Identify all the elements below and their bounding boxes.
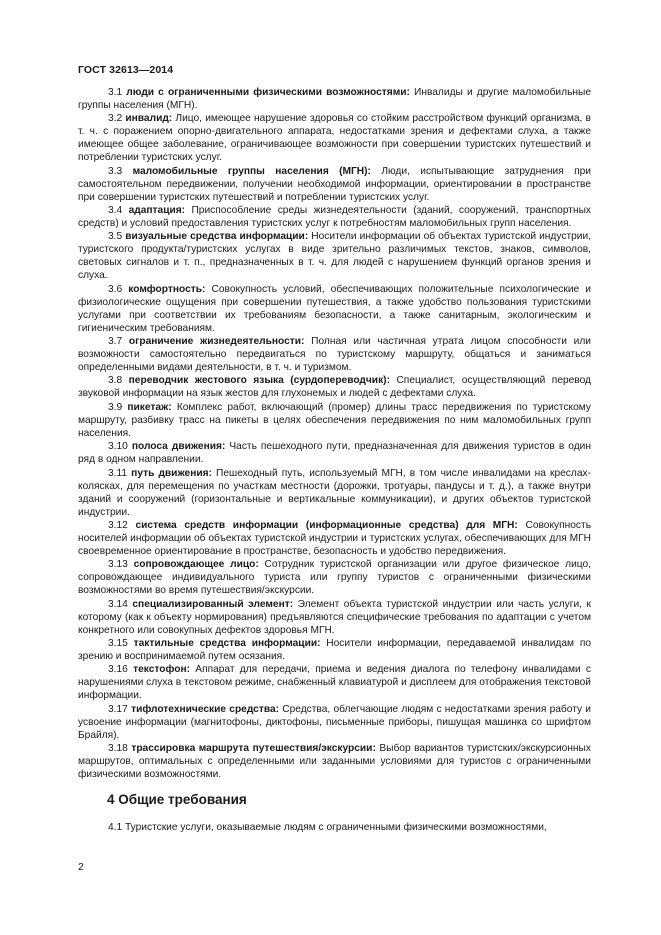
definition-3-8	[78, 375, 591, 401]
definition-number: 3.14	[108, 598, 128, 610]
definition-text: Совокупность условий, обеспечивающих положительные психологические и физиологические ощущения при совершении путешествия, а также удобство пользования туристскими услугами при соответствии их требованиям безопасности, а также санитарным, экологическим и гигиеническим требованиям.	[78, 283, 591, 334]
definition-number: 3.16	[108, 664, 128, 676]
definition-text: Полная или частичная утрата лицом способности или возможности самостоятельно передвигаться по туристскому маршруту, общаться и заниматься определенными видами деятельности, в т. ч. и туризмом.	[78, 336, 591, 374]
definition-term: путь движения:	[131, 467, 212, 479]
definition-number: 3.3	[108, 165, 123, 177]
definition-number: 3.13	[108, 559, 128, 571]
definition-text: Приспособление среды жизнедеятельности (зданий, сооружений, транспортных средств) и условий предоставления туристских услуг к потребностям маломобильных групп населения.	[78, 205, 591, 230]
definition-number: 3.9	[108, 401, 123, 413]
definition-3-17	[78, 704, 591, 743]
definition-3-7	[78, 336, 591, 375]
definition-3-16	[78, 664, 591, 703]
definition-3-15	[78, 638, 591, 664]
definition-term: визуальные средства информации:	[125, 231, 309, 243]
definition-text: Выбор вариантов туристских/экскурсионных маршрутов, оптимальных с определенными или заданными условиями для туристов с ограниченными физическими возможностями.	[78, 743, 591, 781]
definition-text: Лицо, имеющее нарушение здоровья со стойким расстройством функций организма, в т. ч. с поражением опорно-двигательного аппарата, недостатками зрения и дефектами слуха, а также имеющее общее заболевание, ограничивающее возможности при совершении туристских путешествий и потреблении туристских услуг.	[78, 113, 591, 164]
definition-term: маломобильные группы населения (МГН):	[132, 165, 371, 177]
definition-text: Носители информации, передаваемой инвалидам по зрению и воспринимаемой путем осязания.	[78, 638, 591, 662]
definition-text: Средства, облегчающие людям с недостатками зрения работу и усвоение информации (магнитофоны, диктофоны, письменные приборы, пишущая машинка со шрифтом Брайля).	[78, 703, 591, 741]
section-heading: 4 Общие требования	[107, 792, 247, 807]
definition-text: Часть пешеходного пути, предназначенная для движения туристов в один ряд в одном направлении.	[78, 441, 591, 466]
definition-number: 3.10	[108, 441, 128, 453]
definition-term: переводчик жестового языка (сурдопереводчик):	[128, 375, 390, 387]
definition-3-9	[78, 402, 591, 441]
definition-number: 3.5	[108, 231, 123, 243]
definition-text: Сотрудник туристской организации или другое физическое лицо, сопровождающее индивидуального туриста или группу туристов с ограниченными физическими возможностями во время путешествия/экскурсии.	[78, 559, 591, 597]
definition-text: Носители информации об объектах туристской индустрии, туристского продукта/туристских услугах в виде зрительно различимых текстов, знаков, символов, световых сигналов и т. п., предназначенных в т. ч. для людей с нарушением функций органов зрения и слуха.	[78, 231, 591, 282]
definition-text: Совокупность носителей информации об объектах туристской индустрии и туристских услугах, обеспечивающих для МГН своевременное ориентирование в пространстве, безопасность и удобство передвижения.	[78, 519, 591, 557]
definition-3-4	[78, 205, 591, 231]
definition-3-5	[78, 231, 591, 283]
definition-number: 3.11	[108, 467, 128, 479]
definition-term: инвалид:	[125, 113, 173, 125]
definition-3-11	[78, 468, 591, 520]
definition-3-1	[78, 87, 591, 113]
definition-term: адаптация:	[128, 205, 186, 217]
definition-term: пикетаж:	[127, 401, 172, 413]
definitions-list	[78, 87, 591, 783]
definition-text: Инвалиды и другие маломобильные группы населения (МГН).	[78, 87, 591, 111]
definition-number: 3.2	[108, 113, 123, 125]
definition-3-18	[78, 743, 591, 782]
definition-text: Люди, испытывающие затруднения при самостоятельном передвижении, получении необходимой информации, ориентировании в пространстве при совершении туристских путешествий и потреблении туристских услуг.	[78, 165, 591, 203]
definition-number: 3.8	[108, 375, 123, 387]
definition-number: 3.18	[108, 743, 128, 755]
definition-term: текстофон:	[133, 664, 191, 676]
definition-term: сопровождающее лицо:	[133, 559, 259, 571]
definition-3-14	[78, 599, 591, 638]
definition-term: тифлотехнические средства:	[131, 703, 280, 715]
definition-text: Комплекс работ, включающий (промер) длины трасс передвижения по туристскому маршруту, разбивку трасс на пикеты в целях обеспечения передвижения по ним маломобильных групп населения.	[78, 401, 591, 439]
definition-number: 3.1	[108, 87, 123, 98]
paragraph-4-1: 4.1 Туристские услуги, оказываемые людям с ограниченными физическими возможностями,	[108, 822, 547, 833]
definition-3-13	[78, 559, 591, 598]
definition-number: 3.6	[108, 283, 123, 295]
definition-number: 3.15	[108, 638, 128, 650]
definition-term: комфортность:	[128, 283, 206, 295]
definition-number: 3.4	[108, 205, 123, 217]
definition-term: система средств информации (информационные средства) для МГН:	[135, 519, 518, 531]
definition-text: Специалист, осуществляющий перевод звуковой информации на язык жестов для глухонемых и людей с дефектами слуха.	[78, 375, 591, 400]
definition-number: 3.17	[108, 703, 128, 715]
definition-term: полоса движения:	[131, 441, 226, 453]
page-number: 2	[78, 861, 84, 873]
document-header: ГОСТ 32613—2014	[78, 64, 174, 76]
definition-3-10	[78, 441, 591, 467]
definition-3-6	[78, 284, 591, 336]
definition-term: трассировка маршрута путешествия/экскурсии:	[131, 743, 376, 755]
definition-3-12	[78, 520, 591, 559]
definition-term: ограничение жизнедеятельности:	[128, 336, 305, 348]
definition-term: люди с ограниченными физическими возможностями:	[126, 87, 410, 98]
definition-3-2	[78, 113, 591, 165]
definition-text: Пешеходный путь, используемый МГН, в том числе инвалидами на креслах-колясках, для перемещения по участкам местности (дорожки, тротуары, пандусы и т. д.), а также внутри зданий и сооружений (горизонтальные и вертикальные коммуникации), и других объектов туристской индустрии.	[78, 467, 591, 518]
definition-text: Аппарат для передачи, приема и ведения диалога по телефону инвалидами с нарушениями слуха в текстовом режиме, снабженный клавиатурой и дисплеем для отображения текстовой информации.	[78, 664, 591, 702]
definition-term: специализированный элемент:	[132, 598, 294, 610]
definition-text: Элемент объекта туристской индустрии или часть услуги, к которому (как к объекту нормирования) предъявляются специфические требования по адаптации с учетом конкретного или совокупных дефектов здоровья МГН.	[78, 598, 591, 636]
definition-number: 3.12	[108, 519, 128, 531]
definition-number: 3.7	[108, 336, 123, 348]
definition-term: тактильные средства информации:	[133, 638, 321, 650]
definition-3-3	[78, 166, 591, 205]
